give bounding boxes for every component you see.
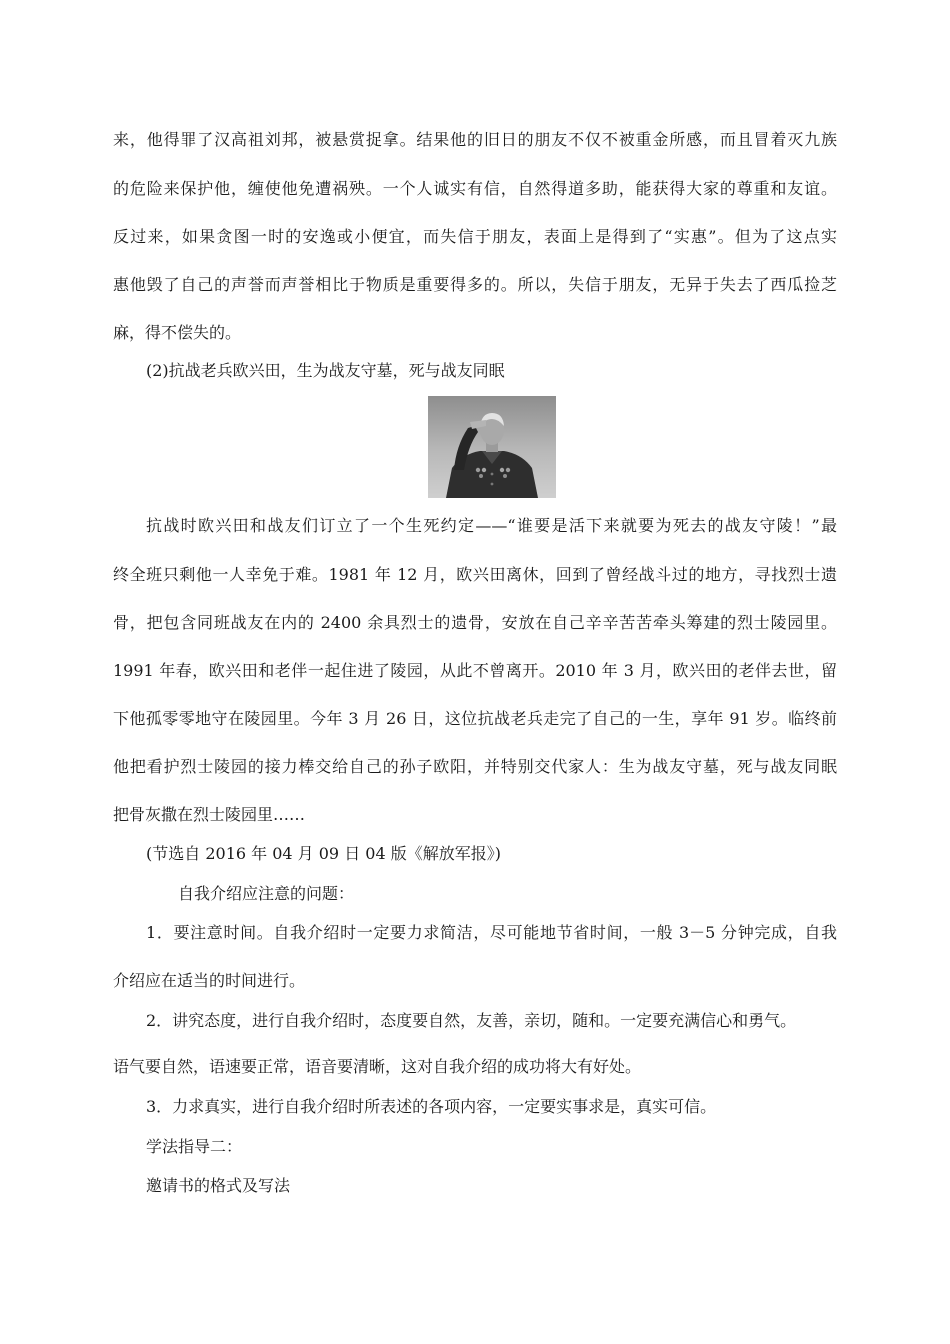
- paragraph-2-line-4: 1991 年春，欧兴田和老伴一起住进了陵园，从此不曾离开。2010 年 3 月，欧兴田的老伴去世，留: [113, 661, 837, 680]
- paragraph-1-line-4: 惠他毁了自己的声誉而声誉相比于物质是重要得多的。所以，失信于朋友，无异于失去了西瓜捡芝: [113, 275, 837, 294]
- paragraph-2-line-1: 抗战时欧兴田和战友们订立了一个生死约定——“谁要是活下来就要为死去的战友守陵！”最: [146, 516, 837, 535]
- paragraph-1-line-3: 反过来，如果贪图一时的安逸或小便宜，而失信于朋友，表面上是得到了“实惠”。但为了这点实: [113, 227, 837, 246]
- paragraph-2-line-6: 他把看护烈士陵园的接力棒交给自己的孙子欧阳，并特别交代家人：生为战友守墓，死与战友同眠: [113, 757, 837, 776]
- self-intro-heading: 自我介绍应注意的问题：: [178, 884, 355, 903]
- paragraph-1-line-1: 来，他得罪了汉高祖刘邦，被悬赏捉拿。结果他的旧日的朋友不仅不被重金所感，而且冒着灭九族: [113, 130, 837, 149]
- paragraph-1-line-5: 麻，得不偿失的。: [113, 323, 242, 342]
- self-intro-item-1-line-1: 1．要注意时间。自我介绍时一定要力求简洁，尽可能地节省时间，一般 3－5 分钟完成，自我: [146, 923, 837, 942]
- paragraph-2-line-2: 终全班只剩他一人幸免于难。1981 年 12 月，欧兴田离休，回到了曾经战斗过的地方，寻找烈士遗: [113, 565, 837, 584]
- self-intro-item-1-line-2: 介绍应在适当的时间进行。: [113, 971, 306, 990]
- invitation-heading: 邀请书的格式及写法: [146, 1176, 291, 1195]
- guide-2-heading: 学法指导二：: [146, 1137, 243, 1156]
- section-2-title: (2)抗战老兵欧兴田，生为战友守墓，死与战友同眠: [146, 361, 505, 380]
- paragraph-2-line-3: 骨，把包含同班战友在内的 2400 余具烈士的遗骨，安放在自己辛辛苦苦牵头筹建的烈士陵园里。: [113, 613, 837, 632]
- self-intro-item-3: 3．力求真实，进行自我介绍时所表述的各项内容，一定要实事求是，真实可信。: [146, 1097, 717, 1116]
- self-intro-item-2-line-1: 2．讲究态度，进行自我介绍时，态度要自然，友善，亲切，随和。一定要充满信心和勇气。: [146, 1011, 797, 1030]
- paragraph-2-line-7: 把骨灰撒在烈士陵园里……: [113, 805, 306, 824]
- self-intro-item-2-line-2: 语气要自然，语速要正常，语音要清晰，这对自我介绍的成功将大有好处。: [113, 1057, 642, 1076]
- source-note: (节选自 2016 年 04 月 09 日 04 版《解放军报》): [146, 844, 501, 863]
- paragraph-1-line-2: 的危险来保护他，缠使他免遭祸殃。一个人诚实有信，自然得道多助，能获得大家的尊重和友谊。: [113, 179, 837, 198]
- veteran-saluting-photo: [428, 396, 556, 498]
- paragraph-2-line-5: 下他孤零零地守在陵园里。今年 3 月 26 日，这位抗战老兵走完了自己的一生，享年 91 岁。临终前: [113, 709, 837, 728]
